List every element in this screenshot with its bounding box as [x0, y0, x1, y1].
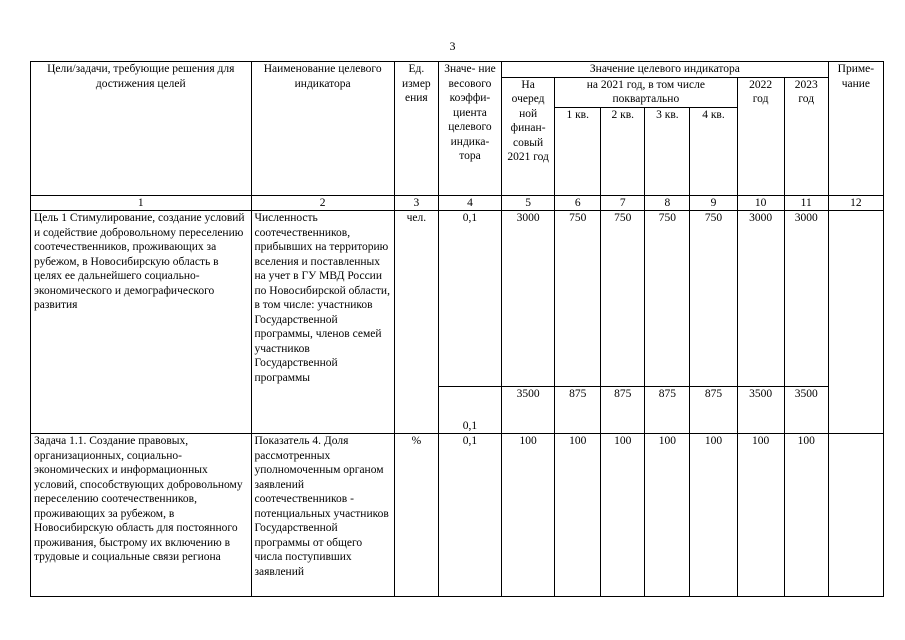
header-indicator-name: Наименование целевого индикатора: [251, 62, 394, 196]
weight-cell: 0,1: [438, 434, 501, 597]
column-number: 10: [737, 195, 784, 211]
header-weight: Значе- ние весового коэффи- циента целевого индика- тора: [438, 62, 501, 196]
note-cell: [828, 211, 883, 434]
indicator-cell: Численность соотечественников, прибывших на территорию вселения и поставленных на учет в ГУ МВД России по Новосибирской области, в том числе: участников Государственной программы, членов семей участников Государственной программы: [251, 211, 394, 434]
header-next-fin-year: На очеред ной финан- совый 2021 год: [502, 77, 555, 195]
value-q1: 875: [555, 387, 601, 434]
header-2023: 2023 год: [784, 77, 828, 195]
value-q3: 750: [645, 211, 690, 387]
column-number: 2: [251, 195, 394, 211]
header-unit: Ед. измер ения: [394, 62, 438, 196]
column-number: 4: [438, 195, 501, 211]
column-number: 5: [502, 195, 555, 211]
value-q2: 750: [601, 211, 645, 387]
value-q3: 875: [645, 387, 690, 434]
column-number: 11: [784, 195, 828, 211]
value-next-year: 3000: [502, 211, 555, 387]
column-number: 8: [645, 195, 690, 211]
header-q4: 4 кв.: [690, 107, 737, 195]
value-next-year: 3500: [502, 387, 555, 434]
column-number: 1: [31, 195, 252, 211]
page-number: 3: [449, 39, 456, 53]
header-quarterly-group: на 2021 год, в том числе поквартально: [555, 77, 737, 107]
target-indicators-table: [30, 61, 884, 597]
column-number: 9: [690, 195, 737, 211]
value-2022: 100: [737, 434, 784, 597]
table-row-goal-1-a: [31, 211, 884, 387]
value-2023: 3000: [784, 211, 828, 387]
column-number: 6: [555, 195, 601, 211]
column-number: 12: [828, 195, 883, 211]
header-value-group: Значение целевого индикатора: [502, 62, 829, 78]
header-goals: Цели/задачи, требующие решения для достижения целей: [31, 62, 252, 196]
note-cell: [828, 434, 883, 597]
weight-cell: 0,1: [438, 387, 501, 434]
header-2022: 2022 год: [737, 77, 784, 195]
weight-cell: 0,1: [438, 211, 501, 387]
column-number: 7: [601, 195, 645, 211]
value-2023: 100: [784, 434, 828, 597]
unit-cell: %: [394, 434, 438, 597]
value-q1: 100: [555, 434, 601, 597]
header-note: Приме- чание: [828, 62, 883, 196]
value-2023: 3500: [784, 387, 828, 434]
header-q2: 2 кв.: [601, 107, 645, 195]
unit-cell: чел.: [394, 211, 438, 434]
value-q4: 750: [690, 211, 737, 387]
value-2022: 3000: [737, 211, 784, 387]
value-q4: 100: [690, 434, 737, 597]
value-q3: 100: [645, 434, 690, 597]
header-q1: 1 кв.: [555, 107, 601, 195]
table-row-task-1-1: [31, 434, 884, 597]
column-number-row: [31, 195, 884, 211]
goal-cell: Цель 1 Стимулирование, создание условий и содействие добровольному переселению соотечественников, проживающих за рубежом, в Новосибирскую область в целях ее дальнейшего социально-экономического и демографического развития: [31, 211, 252, 434]
value-q4: 875: [690, 387, 737, 434]
value-q2: 875: [601, 387, 645, 434]
value-q2: 100: [601, 434, 645, 597]
column-number: 3: [394, 195, 438, 211]
header-q3: 3 кв.: [645, 107, 690, 195]
value-2022: 3500: [737, 387, 784, 434]
header-row-1: [31, 62, 884, 78]
goal-cell: Задача 1.1. Создание правовых, организационных, социально-экономических и информационных условий, способствующих добровольному переселению соотечественников, проживающих за рубежом, в Новосибирскую область для постоянного проживания, быстрому их включению в трудовые и социальные связи региона: [31, 434, 252, 597]
value-q1: 750: [555, 211, 601, 387]
value-next-year: 100: [502, 434, 555, 597]
indicator-cell: Показатель 4. Доля рассмотренных уполномоченным органом заявлений соотечественников - потенциальных участников Государственной программы от общего числа поступивших заявлений: [251, 434, 394, 597]
